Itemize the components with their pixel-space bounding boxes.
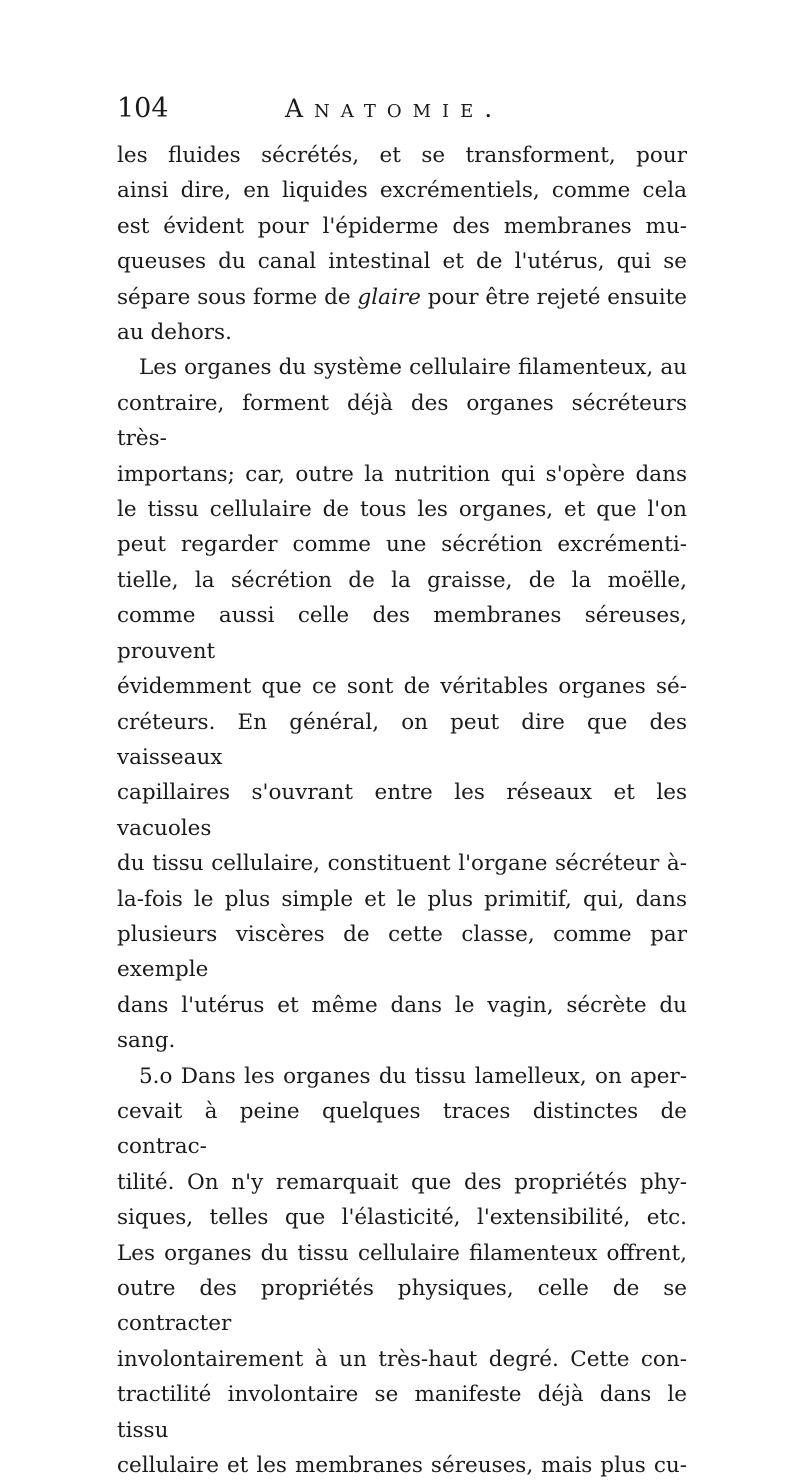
- text-line: tielle, la sécrétion de la graisse, de la moëlle,: [117, 567, 687, 593]
- text-line: Les organes du tissu cellulaire filamenteux offrent,: [117, 1240, 687, 1266]
- text-line: contraire, forment déjà des organes sécréteurs très-: [117, 390, 687, 452]
- text-line: du tissu cellulaire, constituent l'organe sécréteur à-: [117, 851, 687, 877]
- text-line: siques, telles que l'élasticité, l'extensibilité, etc.: [117, 1205, 687, 1231]
- emphasized-word: glaire: [357, 284, 421, 310]
- body-text: [117, 138, 687, 1483]
- text-line: 5.o Dans les organes du tissu lamelleux, on aper-: [139, 1063, 687, 1089]
- text-line: tilité. On n'y remarquait que des propriétés phy-: [117, 1169, 687, 1195]
- text-line: involontairement à un très-haut degré. Cette con-: [117, 1346, 687, 1372]
- text-line: le tissu cellulaire de tous les organes, et que l'on: [117, 497, 687, 523]
- text-line: cellulaire et les membranes séreuses, mais plus cu-: [117, 1453, 687, 1479]
- text-line: évidemment que ce sont de véritables organes sé-: [117, 674, 687, 700]
- text-line: cevait à peine quelques traces distinctes de contrac-: [117, 1098, 687, 1160]
- text-line: capillaires s'ouvrant entre les réseaux et les vacuoles: [117, 780, 687, 841]
- text-line: sang.: [117, 1028, 176, 1054]
- book-page: [117, 92, 687, 1483]
- text-line: importans; car, outre la nutrition qui s'opère dans: [117, 461, 687, 487]
- text-line: créteurs. En général, on peut dire que des vaisseaux: [117, 709, 687, 770]
- text-line: ainsi dire, en liquides excrémentiels, comme cela: [117, 178, 687, 204]
- text-line: Les organes du système cellulaire filamenteux, au: [139, 355, 687, 381]
- text-line: peut regarder comme une sécrétion excrémenti-: [117, 532, 687, 558]
- text-line: dans l'utérus et même dans le vagin, sécrète du: [117, 992, 687, 1018]
- text-line: la-fois le plus simple et le plus primitif, qui, dans: [117, 886, 687, 912]
- text-line: est évident pour l'épiderme des membranes mu-: [117, 213, 687, 239]
- running-head: Anatomie.: [285, 94, 504, 123]
- text-line: plusieurs viscères de cette classe, comme par exemple: [117, 921, 687, 983]
- text-line: outre des propriétés physiques, celle de se contracter: [117, 1276, 687, 1337]
- text-line: au dehors.: [117, 320, 232, 346]
- text-line: tractilité involontaire se manifeste déjà dans le tissu: [117, 1382, 687, 1443]
- text-line: comme aussi celle des membranes séreuses, prouvent: [117, 603, 687, 664]
- text-line: sépare sous forme de glaire pour être rejeté ensuite: [117, 284, 688, 310]
- page-header: [117, 92, 687, 138]
- page-number: 104: [117, 93, 169, 124]
- text-line: queuses du canal intestinal et de l'utérus, qui se: [117, 249, 687, 275]
- text-line: les fluides sécrétés, et se transforment, pour: [117, 143, 687, 168]
